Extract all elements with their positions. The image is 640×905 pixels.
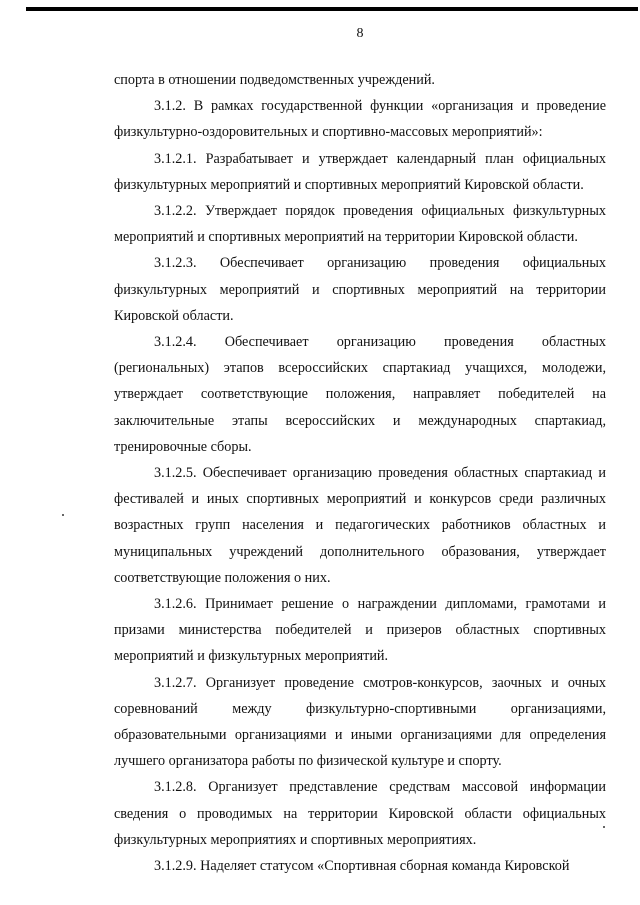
paragraph-3-1-2-4: 3.1.2.4. Обеспечивает организацию проведения областных (региональных) этапов всероссийских спартакиад учащихся, молодежи, утверждает соответствующие положения, направляет победителей на заключительные этапы всероссийских и международных спартакиад, тренировочные сборы. xyxy=(114,334,606,455)
scan-speck xyxy=(62,514,64,516)
paragraph-3-1-2-5: 3.1.2.5. Обеспечивает организацию проведения областных спартакиад и фестивалей и иных спортивных мероприятий и конкурсов среди различных возрастных групп населения и педагогических работников областных и муниципальных учреждений дополнительного образования, утверждает соответствующие положения о них. xyxy=(114,465,606,586)
document-body xyxy=(114,67,606,879)
top-border-line xyxy=(26,7,638,11)
paragraph-continuation: спорта в отношении подведомственных учреждений. xyxy=(114,72,435,88)
scan-speck xyxy=(603,826,605,828)
paragraph-3-1-2-2: 3.1.2.2. Утверждает порядок проведения официальных физкультурных мероприятий и спортивных мероприятий на территории Кировской области. xyxy=(114,203,606,246)
paragraph-3-1-2-8: 3.1.2.8. Организует представление средствам массовой информации сведения о проводимых на территории Кировской области официальных физкультурных мероприятиях и спортивных мероприятиях. xyxy=(114,779,606,848)
paragraph-3-1-2-1: 3.1.2.1. Разрабатывает и утверждает календарный план официальных физкультурных мероприятий и спортивных мероприятий Кировской области. xyxy=(114,150,606,193)
page-number: 8 xyxy=(356,26,364,41)
paragraph-3-1-2-7: 3.1.2.7. Организует проведение смотров-конкурсов, заочных и очных соревнований между физкультурно-спортивными организациями, образовательными организациями и иными организациями для определения лучшего организатора работы по физической культуре и спорту. xyxy=(114,674,606,770)
paragraph-3-1-2-6: 3.1.2.6. Принимает решение о награждении дипломами, грамотами и призами министерства победителей и призеров областных спортивных мероприятий и физкультурных мероприятий. xyxy=(114,596,606,665)
paragraph-3-1-2-3: 3.1.2.3. Обеспечивает организацию проведения официальных физкультурных мероприятий и спортивных мероприятий на территории Кировской области. xyxy=(114,255,606,324)
paragraph-3-1-2: 3.1.2. В рамках государственной функции «организация и проведение физкультурно-оздоровительных и спортивно-массовых мероприятий»: xyxy=(114,98,606,141)
paragraph-3-1-2-9: 3.1.2.9. Наделяет статусом «Спортивная сборная команда Кировской xyxy=(154,858,570,875)
